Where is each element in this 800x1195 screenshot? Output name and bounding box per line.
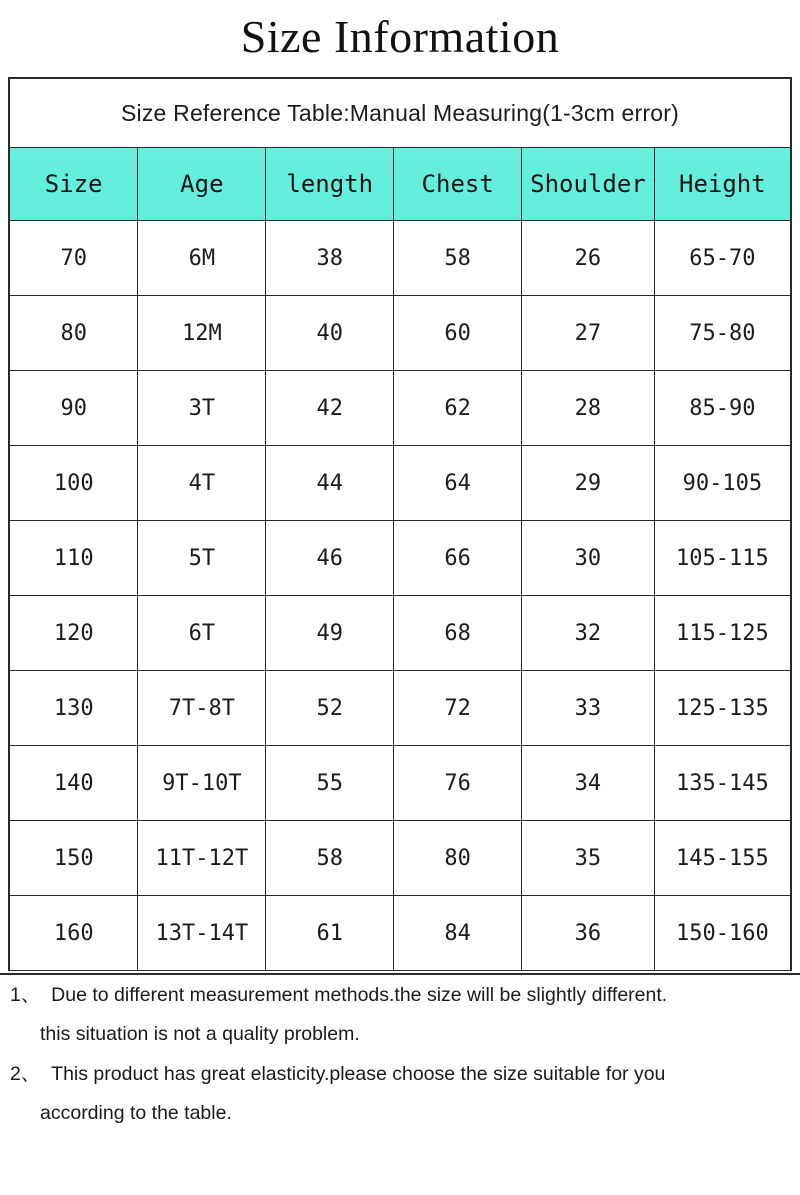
size-table-body [10, 79, 790, 971]
table-caption-row [10, 79, 790, 148]
cell-length: 61 [266, 896, 394, 971]
note-line-1: 1、 Due to different measurement methods.the size will be slightly different. [10, 984, 668, 1006]
table-row [10, 371, 790, 446]
cell-shoulder: 29 [522, 446, 655, 521]
cell-chest: 68 [394, 596, 522, 671]
cell-age: 11T-12T [138, 821, 266, 896]
column-header-age: Age [138, 148, 266, 221]
table-header-row [10, 148, 790, 221]
cell-length: 46 [266, 521, 394, 596]
column-header-size: Size [10, 148, 138, 221]
cell-chest: 64 [394, 446, 522, 521]
cell-age: 4T [138, 446, 266, 521]
cell-length: 55 [266, 746, 394, 821]
cell-age: 6T [138, 596, 266, 671]
cell-height: 115-125 [654, 596, 790, 671]
table-row [10, 746, 790, 821]
cell-size: 140 [10, 746, 138, 821]
size-table-container [8, 77, 792, 971]
cell-length: 49 [266, 596, 394, 671]
cell-shoulder: 36 [522, 896, 655, 971]
cell-chest: 84 [394, 896, 522, 971]
cell-chest: 72 [394, 671, 522, 746]
cell-shoulder: 27 [522, 296, 655, 371]
table-row [10, 596, 790, 671]
cell-height: 150-160 [654, 896, 790, 971]
cell-size: 160 [10, 896, 138, 971]
note-line-2-continued: according to the table. [40, 1102, 232, 1125]
cell-length: 40 [266, 296, 394, 371]
cell-size: 90 [10, 371, 138, 446]
note-line-1-continued: this situation is not a quality problem. [40, 1023, 360, 1046]
cell-height: 145-155 [654, 821, 790, 896]
cell-height: 85-90 [654, 371, 790, 446]
cell-age: 9T-10T [138, 746, 266, 821]
cell-shoulder: 28 [522, 371, 655, 446]
cell-shoulder: 35 [522, 821, 655, 896]
cell-chest: 66 [394, 521, 522, 596]
cell-height: 105-115 [654, 521, 790, 596]
cell-size: 150 [10, 821, 138, 896]
table-row [10, 221, 790, 296]
cell-height: 75-80 [654, 296, 790, 371]
cell-chest: 80 [394, 821, 522, 896]
table-row [10, 671, 790, 746]
cell-shoulder: 33 [522, 671, 655, 746]
cell-chest: 76 [394, 746, 522, 821]
cell-size: 70 [10, 221, 138, 296]
table-row [10, 446, 790, 521]
table-row [10, 896, 790, 971]
table-caption: Size Reference Table:Manual Measuring(1-3cm error) [10, 79, 790, 148]
cell-height: 135-145 [654, 746, 790, 821]
cell-length: 38 [266, 221, 394, 296]
cell-length: 52 [266, 671, 394, 746]
cell-shoulder: 34 [522, 746, 655, 821]
cell-height: 65-70 [654, 221, 790, 296]
cell-age: 3T [138, 371, 266, 446]
cell-length: 42 [266, 371, 394, 446]
notes-section [0, 973, 800, 1125]
cell-size: 110 [10, 521, 138, 596]
column-header-shoulder: Shoulder [522, 148, 655, 221]
cell-chest: 62 [394, 371, 522, 446]
cell-height: 90-105 [654, 446, 790, 521]
cell-age: 12M [138, 296, 266, 371]
cell-size: 120 [10, 596, 138, 671]
table-row [10, 296, 790, 371]
cell-age: 6M [138, 221, 266, 296]
page-title: Size Information [240, 11, 560, 62]
cell-size: 130 [10, 671, 138, 746]
cell-size: 100 [10, 446, 138, 521]
cell-length: 44 [266, 446, 394, 521]
size-reference-table [10, 79, 790, 971]
cell-chest: 58 [394, 221, 522, 296]
column-header-length: length [266, 148, 394, 221]
cell-age: 5T [138, 521, 266, 596]
cell-length: 58 [266, 821, 394, 896]
cell-chest: 60 [394, 296, 522, 371]
note-line-2: 2、 This product has great elasticity.please choose the size suitable for you [10, 1062, 666, 1085]
table-row [10, 821, 790, 896]
table-row [10, 521, 790, 596]
cell-shoulder: 26 [522, 221, 655, 296]
cell-shoulder: 32 [522, 596, 655, 671]
cell-size: 80 [10, 296, 138, 371]
cell-shoulder: 30 [522, 521, 655, 596]
column-header-height: Height [654, 148, 790, 221]
cell-age: 7T-8T [138, 671, 266, 746]
cell-age: 13T-14T [138, 896, 266, 971]
cell-height: 125-135 [654, 671, 790, 746]
column-header-chest: Chest [394, 148, 522, 221]
